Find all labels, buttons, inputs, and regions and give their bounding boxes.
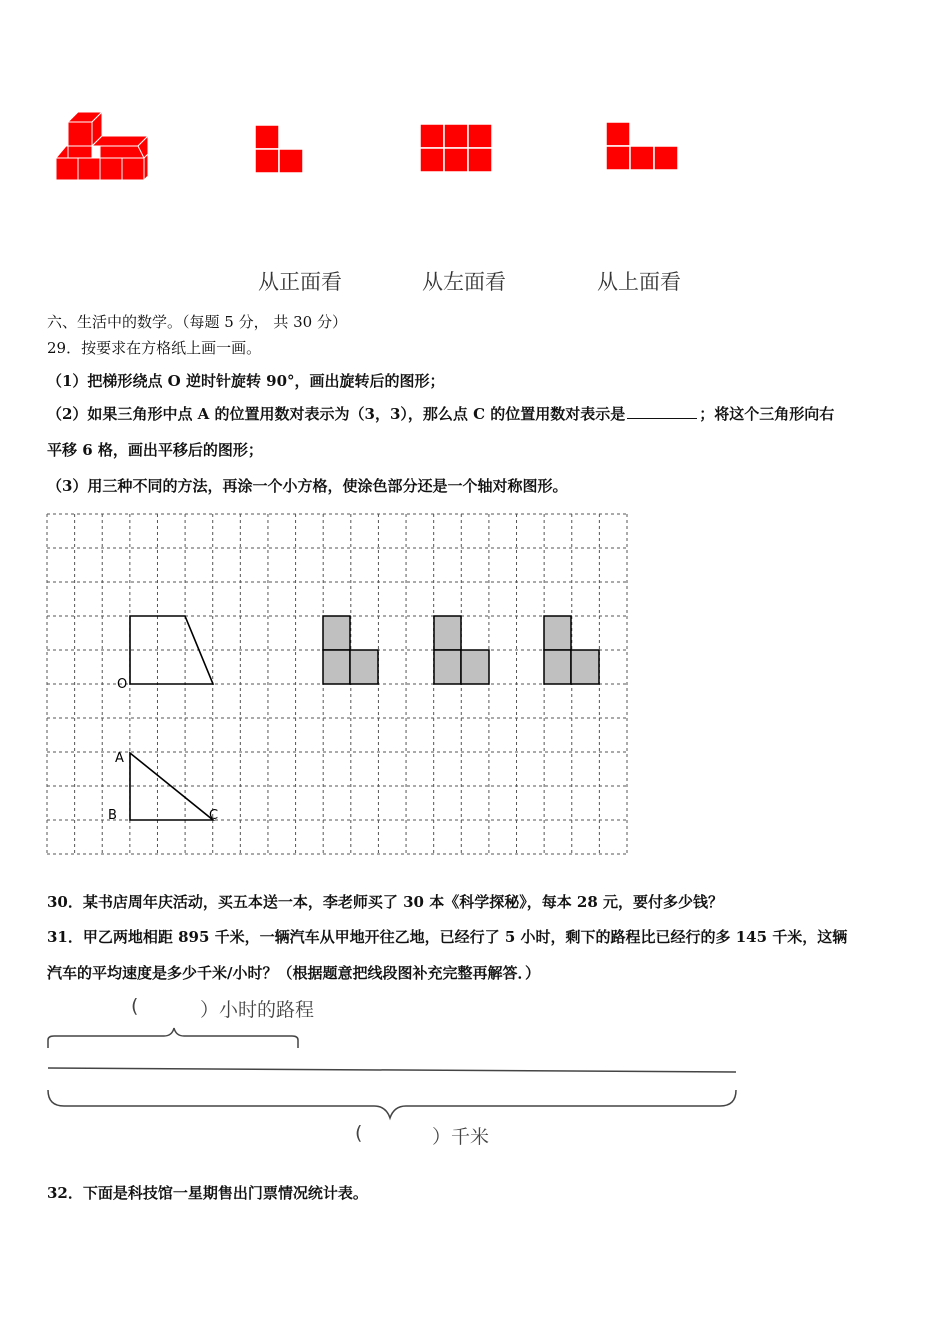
top-brace-paren-open: ( <box>131 995 139 1017</box>
q31-line1: 31．甲乙两地相距 895 千米，一辆汽车从甲地开往乙地，已经行了 5 小时，剩下的路程比已经行的多 145 千米，这辆 <box>47 928 848 946</box>
shaded-shape-3 <box>544 616 599 684</box>
top-brace <box>48 1028 298 1048</box>
blocks-figure <box>40 100 720 200</box>
top-view-label: 从上面看 <box>597 270 681 294</box>
answer-blank[interactable] <box>627 404 697 419</box>
bottom-brace-paren-open: ( <box>355 1122 363 1144</box>
point-a-label: A <box>115 751 124 766</box>
left-view-shape <box>420 124 492 172</box>
top-brace-label: ）小时的路程 <box>200 999 315 1021</box>
trapezoid <box>130 616 213 684</box>
front-view-shape <box>255 125 303 173</box>
q29-part1: （1）把梯形绕点 O 逆时针旋转 90°，画出旋转后的图形； <box>47 372 445 390</box>
top-view-shape <box>606 122 678 170</box>
shaded-shape-2 <box>434 616 489 684</box>
segment-diagram <box>44 1024 744 1124</box>
q29-part2-text-a: （2）如果三角形中点 A 的位置用数对表示为（3，3），那么点 C 的位置用数对表示是 <box>47 405 626 423</box>
point-b-label: B <box>108 808 117 823</box>
bottom-brace-label: ）千米 <box>432 1126 490 1148</box>
total-segment <box>48 1068 736 1072</box>
front-view-label: 从正面看 <box>258 270 342 294</box>
q29-title: 29．按要求在方格纸上画一画。 <box>47 339 262 357</box>
q30-text: 30．某书店周年庆活动，买五本送一本，李老师买了 30 本《科学探秘》，每本 28 元，要付多少钱？ <box>47 893 724 911</box>
grid-paper[interactable] <box>45 510 631 858</box>
q29-part3: （3）用三种不同的方法，再涂一个小方格，使涂色部分还是一个轴对称图形。 <box>47 477 568 495</box>
shaded-shape-1 <box>323 616 378 684</box>
q31-line2: 汽车的平均速度是多少千米/小时？（根据题意把线段图补充完整再解答．） <box>47 964 540 982</box>
triangle <box>130 753 213 820</box>
section-heading: 六、生活中的数学。（每题 5 分， 共 30 分） <box>47 313 347 331</box>
left-view-label: 从左面看 <box>422 270 506 294</box>
q32-text: 32．下面是科技馆一星期售出门票情况统计表。 <box>47 1184 368 1202</box>
q29-part2-text-b: ；将这个三角形向右 <box>699 405 835 423</box>
q29-part2-line2: 平移 6 格，画出平移后的图形； <box>47 441 263 459</box>
bottom-brace <box>48 1090 736 1118</box>
point-o-label: O <box>117 677 128 692</box>
q29-part2-line1 <box>47 403 834 424</box>
point-c-label: C <box>209 808 219 823</box>
cube-stack-3d <box>56 112 148 180</box>
